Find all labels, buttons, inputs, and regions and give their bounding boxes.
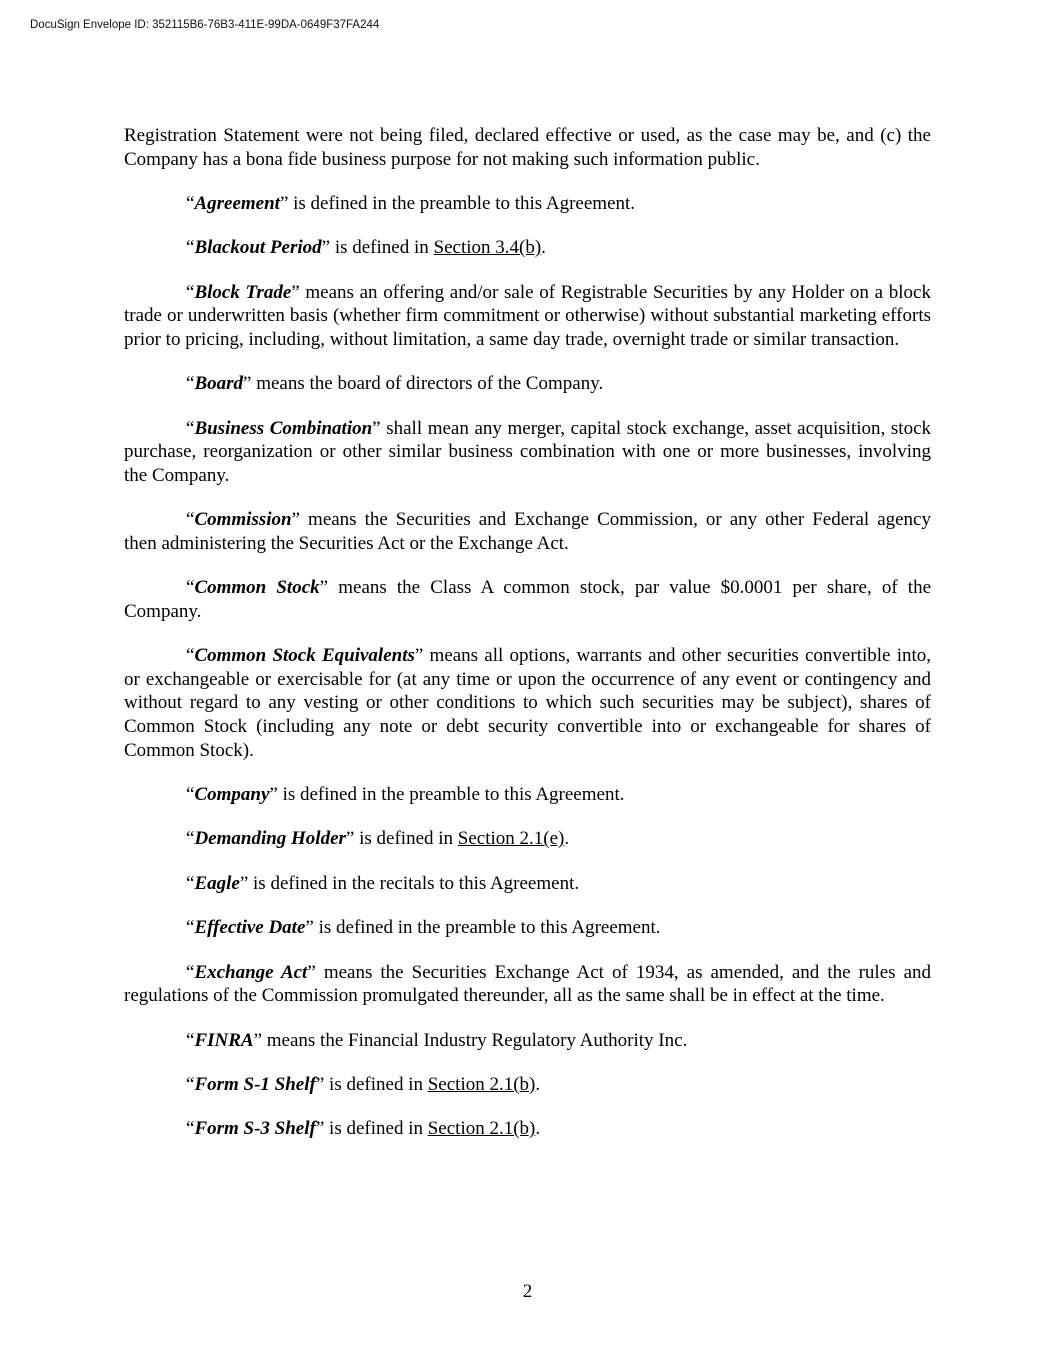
section-reference: Section 2.1(b) (427, 1118, 536, 1140)
definition-end: . (535, 1118, 541, 1140)
continuation-paragraph: Registration Statement were not being filed, declared effective or used, as the case may be, and (c) the Company has a bona fide business purpose for not making such information public. (124, 125, 931, 170)
definition-end: . (564, 828, 570, 850)
defined-term: Demanding Holder (194, 828, 346, 850)
definition-paragraph: “Exchange Act” means the Securities Exchange Act of 1934, as amended, and the rules and regulations of the Commission promulgated thereunder, all as the same shall be in effect at the time. (124, 961, 931, 1007)
defined-term: Form S-1 Shelf (194, 1073, 316, 1095)
defined-term: Form S-3 Shelf (194, 1118, 316, 1140)
envelope-id-header: DocuSign Envelope ID: 352115B6-76B3-411E-99DA-0649F37FA244 (30, 19, 380, 31)
definition-text: means an offering and/or sale of Registrable Securities by any Holder on a block trade or underwritten basis (whether firm commitment or otherwise) without substantial marketing efforts prior to pricing, including, without limitation, a same day trade, overnight trade or similar transaction. (124, 281, 931, 350)
definition-text: is defined in (330, 237, 434, 259)
defined-term: Common Stock (194, 577, 320, 599)
definition-text: is defined in the preamble to this Agreement. (277, 784, 625, 806)
definition-paragraph: “Agreement” is defined in the preamble to this Agreement. (186, 192, 636, 214)
definition-paragraph: “Blackout Period” is defined in Section 3.4(b). (186, 237, 546, 259)
defined-term: Blackout Period (194, 237, 322, 259)
definition-text: shall mean any merger, capital stock exchange, asset acquisition, stock purchase, reorganization or other similar business combination with one or more businesses, involving the Company. (124, 417, 931, 486)
definition-paragraph: “Board” means the board of directors of the Company. (186, 373, 604, 395)
definition-end: . (535, 1073, 541, 1095)
definition-text: is defined in the preamble to this Agreement. (313, 917, 661, 939)
defined-term: Business Combination (194, 417, 373, 439)
definition-text: means the Class A common stock, par value $0.0001 per share, of the Company. (124, 577, 932, 622)
definition-text: means the Securities Exchange Act of 1934, as amended, and the rules and regulations of the Commission promulgated thereunder, all as the same shall be in effect at the time. (124, 961, 931, 1007)
definition-text: is defined in (324, 1073, 428, 1095)
definition-paragraph: “Demanding Holder” is defined in Section 2.1(e). (186, 828, 570, 850)
section-reference: Section 2.1(b) (427, 1073, 536, 1095)
definition-text: means all options, warrants and other securities convertible into, or exchangeable or exercisable for (at any time or upon the occurrence of any event or contingency and without regard to any vesting or other conditions to which such securities may be subject), shares of Common Stock (including any note or debt security convertible into or exchangeable for shares of Common Stock). (124, 645, 931, 761)
definitions-list (124, 192, 931, 1141)
document-body (124, 124, 931, 1162)
definition-text: means the Securities and Exchange Commission, or any other Federal agency then administering the Securities Act or the Exchange Act. (124, 509, 931, 554)
definition-text: is defined in (354, 828, 458, 850)
defined-term: Common Stock Equivalents (194, 645, 415, 667)
definition-text: is defined in (324, 1118, 428, 1140)
defined-term: Effective Date (194, 917, 306, 939)
definition-paragraph: “Eagle” is defined in the recitals to this Agreement. (186, 872, 580, 894)
definition-paragraph: “Business Combination” shall mean any merger, capital stock exchange, asset acquisition, stock purchase, reorganization or other similar business combination with one or more businesses, involving the Company. (124, 417, 931, 486)
defined-term: FINRA (194, 1029, 254, 1051)
defined-term: Eagle (194, 872, 240, 894)
definition-text: means the board of directors of the Company. (251, 373, 604, 395)
definition-paragraph: “FINRA” means the Financial Industry Regulatory Authority Inc. (186, 1029, 688, 1051)
definition-paragraph: “Commission” means the Securities and Exchange Commission, or any other Federal agency then administering the Securities Act or the Exchange Act. (124, 509, 931, 554)
definition-text: means the Financial Industry Regulatory Authority Inc. (262, 1029, 688, 1051)
definition-paragraph: “Effective Date” is defined in the preamble to this Agreement. (186, 917, 661, 939)
section-reference: Section 3.4(b) (433, 237, 542, 259)
definition-paragraph: “Form S-1 Shelf” is defined in Section 2.1(b). (186, 1073, 541, 1095)
definition-text: is defined in the recitals to this Agreement. (248, 872, 580, 894)
defined-term: Agreement (194, 192, 280, 214)
definition-paragraph: “Block Trade” means an offering and/or sale of Registrable Securities by any Holder on a block trade or underwritten basis (whether firm commitment or otherwise) without substantial marketing efforts prior to pricing, including, without limitation, a same day trade, overnight trade or similar transaction. (124, 281, 931, 350)
definition-paragraph: “Company” is defined in the preamble to this Agreement. (186, 784, 625, 806)
definition-paragraph: “Common Stock” means the Class A common stock, par value $0.0001 per share, of the Company. (124, 577, 932, 622)
section-reference: Section 2.1(e) (457, 828, 565, 850)
definition-paragraph: “Form S-3 Shelf” is defined in Section 2.1(b). (186, 1118, 541, 1140)
definition-end: . (541, 237, 546, 259)
definition-paragraph: “Common Stock Equivalents” means all options, warrants and other securities convertible into, or exchangeable or exercisable for (at any time or upon the occurrence of any event or contingency and without regard to any vesting or other conditions to which such securities may be subject), shares of Common Stock (including any note or debt security convertible into or exchangeable for shares of Common Stock). (124, 645, 931, 761)
defined-term: Block Trade (194, 281, 292, 303)
definition-text: is defined in the preamble to this Agreement. (288, 192, 636, 214)
defined-term: Company (194, 784, 270, 806)
defined-term: Board (194, 373, 244, 395)
defined-term: Commission (194, 509, 292, 531)
page-number: 2 (522, 1281, 533, 1302)
defined-term: Exchange Act (194, 961, 308, 983)
